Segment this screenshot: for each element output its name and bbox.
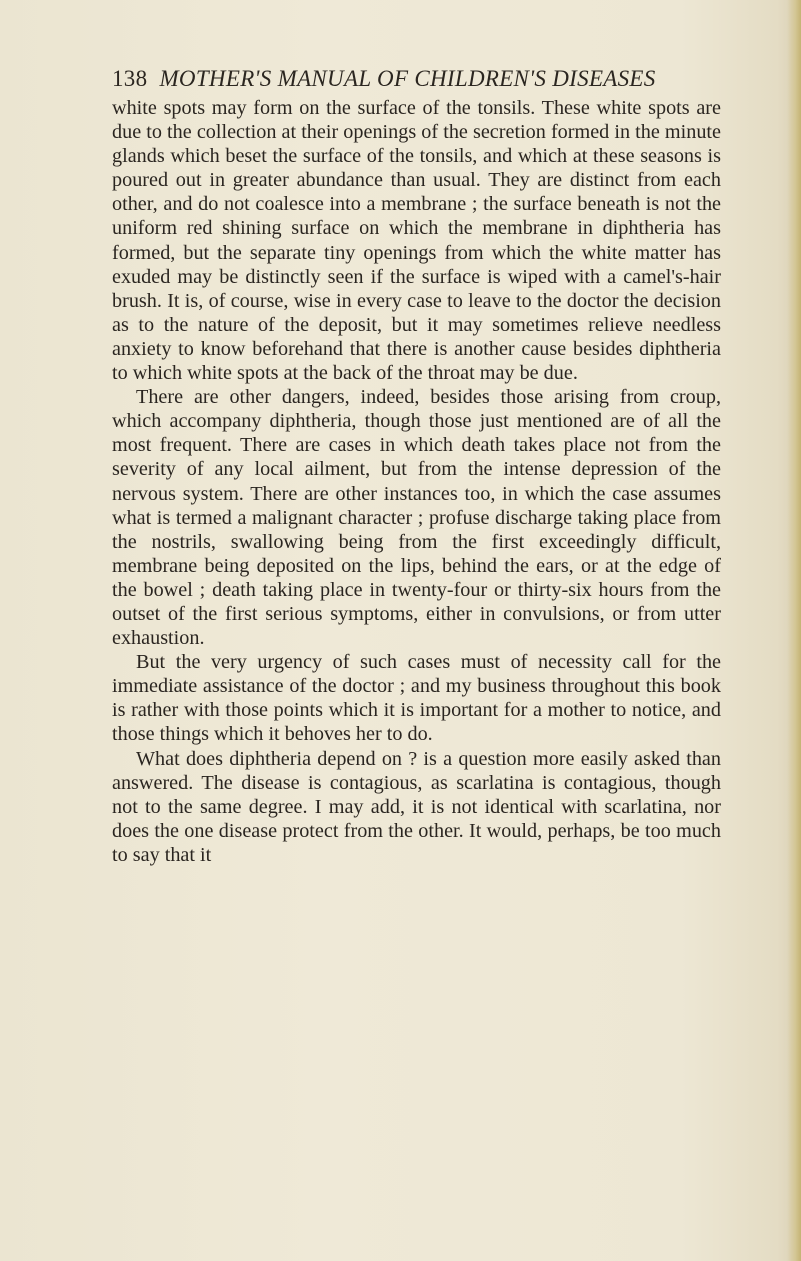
body-text	[112, 96, 721, 867]
paragraph-1: white spots may form on the surface of the tonsils. These white spots are due to the collection at their openings of the secretion formed in the minute glands which beset the surface of the tonsils, and which at these seasons is poured out in greater abundance than usual. They are distinct from each other, and do not coalesce into a membrane ; the surface beneath is not the uniform red shining surface on which the membrane in diphtheria has formed, but the separate tiny openings from which the white matter has exuded may be distinctly seen if the surface is wiped with a camel's-hair brush. It is, of course, wise in every case to leave to the doctor the decision as to the nature of the deposit, but it may sometimes relieve needless anxiety to know beforehand that there is another cause besides diphtheria to which white spots at the back of the throat may be due.	[112, 97, 721, 385]
page-edge-shadow	[787, 0, 801, 1261]
page-number: 138	[112, 66, 148, 91]
paragraph-3: But the very urgency of such cases must of necessity call for the immediate assistance of the doctor ; and my business throughout this book is rather with those points which it is important for a mother to notice, and those things which it behoves her to do.	[112, 651, 721, 746]
running-head	[112, 66, 712, 92]
running-title: MOTHER'S MANUAL OF CHILDREN'S DISEASES	[159, 66, 656, 91]
paragraph-2: There are other dangers, indeed, besides those arising from croup, which accompany diphtheria, though those just mentioned are of all the most frequent. There are cases in which death takes place not from the severity of any local ailment, but from the intense depression of the nervous system. There are other instances too, in which the case assumes what is termed a malignant character ; profuse discharge taking place from the nostrils, swallowing being from the first exceedingly difficult, membrane being deposited on the lips, behind the ears, or at the edge of the bowel ; death taking place in twenty-four or thirty-six hours from the outset of the first serious symptoms, either in convulsions, or from utter exhaustion.	[112, 386, 721, 650]
paragraph-4: What does diphtheria depend on ? is a question more easily asked than answered. The disease is contagious, as scarlatina is contagious, though not to the same degree. I may add, it is not identical with scarlatina, nor does the one disease protect from the other. It would, perhaps, be too much to say that it	[112, 747, 721, 866]
